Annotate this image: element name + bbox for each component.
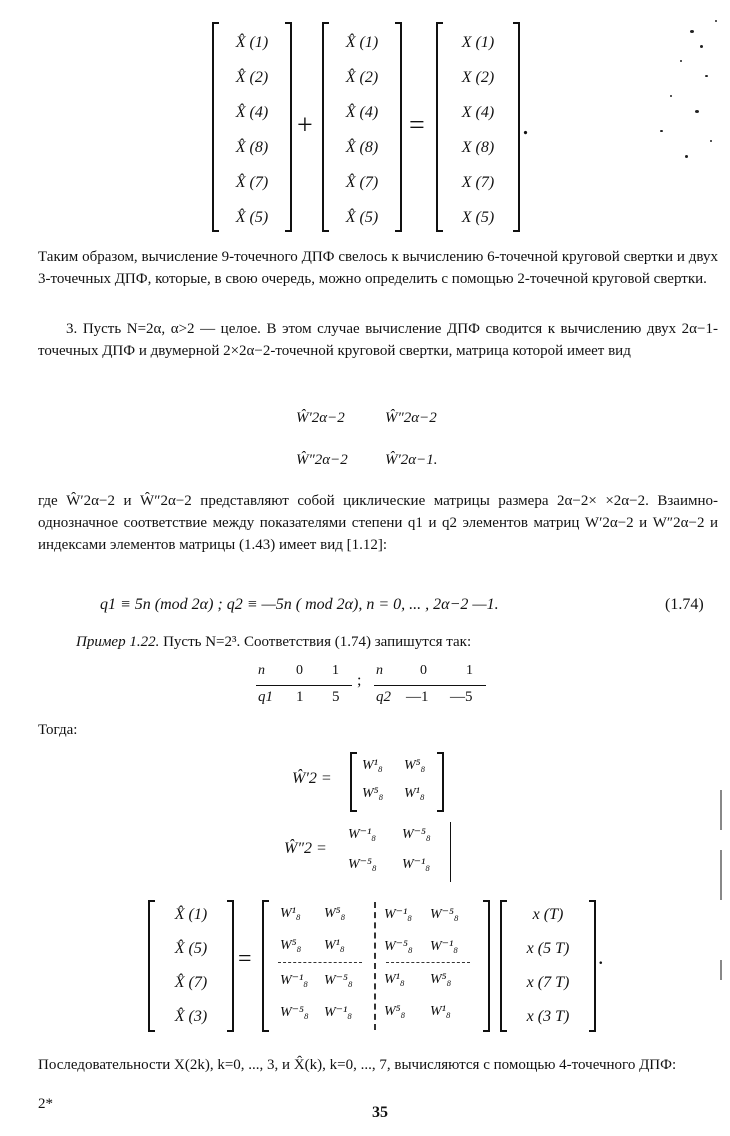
vector-cell: x (7 T)	[526, 974, 570, 991]
vector-cell: X̂ (5)	[174, 940, 208, 957]
matrix-cell: W⁵₈	[324, 906, 346, 921]
w-matrix-r1c2: Ŵ″2α−2	[385, 410, 437, 426]
matrix-cell: W⁵₈	[280, 938, 302, 953]
matrix-cell: X̂ (8)	[235, 139, 269, 156]
vector-cell: X̂ (7)	[174, 974, 208, 991]
w-matrix-r2c1: Ŵ″2α−2	[296, 452, 348, 468]
matrix-cell: W⁻¹₈	[402, 857, 431, 872]
matrix-cell: W¹₈	[404, 786, 425, 801]
matrix-cell: W⁻⁵₈	[430, 907, 459, 922]
paragraph-2: 3. Пусть N=2α, α>2 — целое. В этом случае вычисление ДПФ сводится к вычислению двух 2α−1-точечных ДПФ и двумерной 2×2α−2-точечной круговой свертки, матрица которой имеет вид	[38, 321, 718, 359]
matrix-cell: X̂ (4)	[345, 104, 379, 121]
matrix-cell: W¹₈	[324, 938, 345, 953]
matrix-cell: X̂ (5)	[345, 209, 379, 226]
table-cell: —1	[406, 689, 429, 705]
w-matrix-r2c2: Ŵ′2α−1.	[385, 452, 438, 468]
equation-number: (1.74)	[665, 596, 704, 613]
footer-signature-mark: 2*	[38, 1096, 53, 1112]
table-cell: 1	[466, 663, 473, 678]
plus-sign: +	[297, 110, 313, 141]
matrix-cell: X (7)	[461, 174, 495, 191]
matrix-cell: X (1)	[461, 34, 495, 51]
matrix-cell: W⁵₈	[430, 972, 452, 987]
matrix-cell: X̂ (4)	[235, 104, 269, 121]
big-lhs-vector	[148, 900, 234, 1032]
matrix-cell: W⁻⁵₈	[402, 827, 431, 842]
matrix-cell: X̂ (8)	[345, 139, 379, 156]
vector-cell: x (3 T)	[526, 1008, 570, 1025]
matrix-cell: W⁻¹₈	[348, 827, 377, 842]
table-cell: 0	[296, 663, 303, 678]
table-cell: 5	[332, 689, 340, 705]
big-equals-sign: =	[238, 946, 252, 972]
table-cell: 1	[296, 689, 304, 705]
example-label: Пример 1.22.	[76, 634, 160, 650]
paragraph-4: Последовательности X(2k), k=0, ..., 3, и X̂(k), k=0, ..., 7, вычисляются с помощью 4-точечного ДПФ:	[38, 1057, 677, 1073]
w2-double-prime-lhs: Ŵ″2 =	[284, 840, 327, 857]
vector-cell: X̂ (3)	[174, 1008, 208, 1025]
matrix-cell: W⁻⁵₈	[324, 973, 353, 988]
matrix-cell: W⁻¹₈	[430, 939, 459, 954]
period: .	[522, 110, 529, 141]
matrix-cell: X̂ (7)	[235, 174, 269, 191]
matrix-cell: W⁵₈	[362, 786, 384, 801]
vector-cell: X̂ (1)	[174, 906, 208, 923]
example-1-22	[76, 634, 471, 651]
matrix-cell: X (5)	[461, 209, 495, 226]
matrix-cell: W⁻¹₈	[324, 1005, 353, 1020]
matrix-cell: X̂ (1)	[345, 34, 379, 51]
matrix-right	[436, 22, 520, 232]
matrix-cell: W⁻⁵₈	[280, 1005, 309, 1020]
matrix-cell: X (2)	[461, 69, 495, 86]
w2-prime-matrix	[350, 752, 444, 812]
table-cell: 0	[420, 663, 427, 678]
page-number: 35	[372, 1104, 388, 1121]
table-cell: q2	[376, 689, 391, 705]
matrix-cell: W⁻¹₈	[280, 973, 309, 988]
matrix-left	[212, 22, 292, 232]
matrix-cell: X̂ (1)	[235, 34, 269, 51]
table-cell: n	[258, 663, 265, 678]
matrix-middle	[322, 22, 402, 232]
table-cell: 1	[332, 663, 339, 678]
matrix-cell: W¹₈	[280, 906, 301, 921]
table-cell: q1	[258, 689, 273, 705]
matrix-cell: X (4)	[461, 104, 495, 121]
then-label: Тогда:	[38, 722, 78, 738]
matrix-cell: W⁻⁵₈	[348, 857, 377, 872]
table-cell: n	[376, 663, 383, 678]
matrix-cell: X̂ (5)	[235, 209, 269, 226]
example-text: Пусть N=2³. Соответствия (1.74) запишутся так:	[163, 634, 472, 650]
big-rhs-vector	[500, 900, 596, 1032]
matrix-cell: X̂ (2)	[345, 69, 379, 86]
matrix-cell: W¹₈	[362, 758, 383, 773]
matrix-cell: W⁵₈	[384, 1004, 406, 1019]
matrix-cell: X̂ (2)	[235, 69, 269, 86]
matrix-cell: W⁻⁵₈	[384, 939, 413, 954]
paragraph-1: Таким образом, вычисление 9-точечного ДПФ свелось к вычислению 6-точечной круговой свертки и двух 3-точечных ДПФ, которые, в свою очередь, можно определить с помощью 2-точечной круговой свертки.	[38, 249, 718, 287]
w2-double-prime-matrix	[340, 822, 451, 882]
big-period: .	[598, 944, 604, 969]
table-cell: —5	[450, 689, 473, 705]
equation-1-74: q1 ≡ 5n (mod 2α) ; q2 ≡ —5n ( mod 2α), n = 0, ... , 2α−2 —1.	[100, 596, 499, 613]
tables-separator: ;	[357, 672, 362, 689]
w2-prime-lhs: Ŵ′2 =	[292, 770, 332, 787]
matrix-cell: W⁻¹₈	[384, 907, 413, 922]
w-matrix-r1c1: Ŵ′2α−2	[296, 410, 345, 426]
matrix-cell: W¹₈	[384, 972, 405, 987]
big-w-matrix	[262, 900, 490, 1032]
vector-cell: x (5 T)	[526, 940, 570, 957]
matrix-cell: W¹₈	[430, 1004, 451, 1019]
vector-cell: x (T)	[532, 906, 564, 923]
matrix-cell: W⁵₈	[404, 758, 426, 773]
paragraph-3: где Ŵ′2α−2 и Ŵ″2α−2 представляют собой циклические матрицы размера 2α−2× ×2α−2. Взаимно-однозначное соответствие между показателями степени q1 и q2 элементов матриц W′2α−2 и W″2α−2 и индексами элементов матрицы (1.43) имеет вид [1.12]:	[38, 493, 718, 553]
equals-sign: =	[409, 110, 425, 141]
matrix-cell: X (8)	[461, 139, 495, 156]
matrix-cell: X̂ (7)	[345, 174, 379, 191]
